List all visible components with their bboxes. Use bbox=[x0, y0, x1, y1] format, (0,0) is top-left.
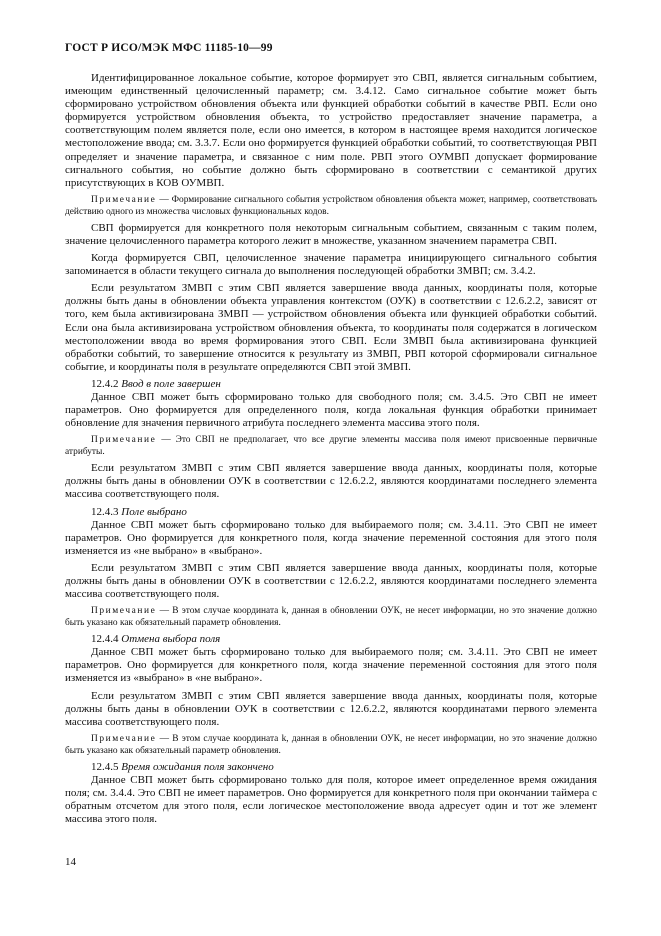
document-body bbox=[65, 72, 597, 830]
note-text: — В этом случае координата k, данная в обновлении ОУК, не несет информации, но это значение должно быть указано как обязательный параметр обновления. bbox=[65, 733, 597, 756]
note bbox=[65, 434, 597, 458]
paragraph: Если результатом ЗМВП с этим СВП является завершение ввода данных, координаты поля, которые должны быть даны в обновлении ОУК в соответствии с 12.6.2.2, являются координатами последнего элемента массива соответствующего поля. bbox=[65, 462, 597, 501]
page-number: 14 bbox=[65, 856, 76, 868]
paragraph: Данное СВП может быть сформировано только для поля, которое имеет определенное время ожидания поля; см. 3.4.4. Это СВП не имеет параметров. Оно формируется для конкретного поля при окончании таймера с обратным отсчетом для этого поля, если логическое местоположение ввода адресует один и тот же элемент массива этого поля. bbox=[65, 773, 597, 826]
section-title: Время ожидания поля закончено bbox=[121, 760, 274, 773]
note-label: Примечание bbox=[91, 606, 157, 617]
note-text: — Формирование сигнального события устройством обновления объекта может, например, соответствовать действию одного из множества числовых функциональных кодов. bbox=[65, 194, 597, 217]
note bbox=[65, 733, 597, 757]
note-label: Примечание bbox=[91, 194, 157, 205]
paragraph: Когда формируется СВП, целочисленное значение параметра инициирующего сигнального события запоминается в области текущего сигнала до выполнения последующей обработки ЗМВП; см. 3.4.2. bbox=[65, 252, 597, 278]
page-header: ГОСТ Р ИСО/МЭК МФС 11185-10—99 bbox=[65, 42, 273, 54]
section-heading bbox=[65, 506, 597, 519]
section-heading bbox=[65, 378, 597, 391]
section-heading bbox=[65, 761, 597, 774]
paragraph: Данное СВП может быть сформировано только для свободного поля; см. 3.4.5. Это СВП не имеет параметров. Оно формируется для определенного поля, когда локальная функция обработки принимает обновление для значения первичного атрибута последнего элемента массива этого поля. bbox=[65, 390, 597, 430]
note-text: — Это СВП не предполагает, что все другие элементы массива поля имеют присвоенные первичные атрибуты. bbox=[65, 435, 597, 458]
paragraph: Если результатом ЗМВП с этим СВП является завершение ввода данных, координаты поля, которые должны быть даны в обновлении объекта управления контекстом (ОУК) в соответствии с 12.6.2.2, зависят от того, кем была активизирована ЗМВП — устройством обновления объекта или функцией обработки событий. Если она была активизирована устройством обновления объекта, то координаты поля содержатся в логическом местоположении ввода во время формирования этого СВП. Если ЗМВП была активизирована функцией обработки событий, то завершение относится к результату из ЗМВП, РВП которой сформировали сигнальное событие, и координаты поля в результате определяются СВП этой ЗМВП. bbox=[65, 282, 597, 373]
note bbox=[65, 605, 597, 629]
note-label: Примечание bbox=[91, 435, 157, 446]
paragraph: Если результатом ЗМВП с этим СВП является завершение ввода данных, координаты поля, которые должны быть даны в обновлении ОУК в соответствии с 12.6.2.2, являются координатами первого элемента массива соответствующего поля. bbox=[65, 689, 597, 728]
note-text: — В этом случае координата k, данная в обновлении ОУК, не несет информации, но это значение должно быть указано как обязательный параметр обновления. bbox=[65, 606, 597, 629]
section-number: 12.4.2 bbox=[91, 377, 119, 390]
section-heading bbox=[65, 633, 597, 646]
paragraph: СВП формируется для конкретного поля некоторым сигнальным событием, связанным с таким полем, значение целочисленного параметра которого лежит в множестве, указанном значением параметра СВП. bbox=[65, 221, 597, 247]
paragraph: Данное СВП может быть сформировано только для выбираемого поля; см. 3.4.11. Это СВП не имеет параметров. Оно формируется для конкретного поля, когда значение переменной состояния для этого поля изменяется из «выбрано» в «не выбрано». bbox=[65, 646, 597, 685]
paragraph: Если результатом ЗМВП с этим СВП является завершение ввода данных, координаты поля, которые должны быть даны в обновлении ОУК в соответствии с 12.6.2.2, являются координатами последнего элемента массива соответствующего поля. bbox=[65, 561, 597, 601]
section-number: 12.4.5 bbox=[91, 760, 119, 773]
section-title: Поле выбрано bbox=[121, 505, 187, 518]
section-number: 12.4.3 bbox=[91, 505, 119, 518]
paragraph: Данное СВП может быть сформировано только для выбираемого поля; см. 3.4.11. Это СВП не имеет параметров. Оно формируется для конкретного поля, когда значение переменной состояния для этого поля изменяется из «не выбрано» в «выбрано». bbox=[65, 518, 597, 557]
section-title: Отмена выбора поля bbox=[121, 633, 221, 646]
note bbox=[65, 194, 597, 218]
section-number: 12.4.4 bbox=[91, 633, 119, 646]
section-title: Ввод в поле завершен bbox=[121, 377, 221, 390]
paragraph: Идентифицированное локальное событие, которое формирует это СВП, является сигнальным событием, имеющим единственный целочисленный параметр; см. 3.4.12. Само сигнальное событие может быть сформировано устройством обновления объекта или функцией обработки событий в качестве РВП. Если оно формируется устройством обновления объекта, то устройство предоставляет значение параметра, а соответствующим полем является поле, если оно имеется, в котором в настоящее время находится логическое местоположение ввода; см. 3.3.7. Если оно формируется функцией обработки событий, то соответствующая РВП определяет и значение параметра, и связанное с ним поле. РВП этого ОУМВП допускает формирование сигнального события, но событие должно быть сформировано в соответствии с семантикой других присутствующих в КОВ ОУМВП. bbox=[65, 72, 597, 189]
note-label: Примечание bbox=[91, 733, 157, 744]
